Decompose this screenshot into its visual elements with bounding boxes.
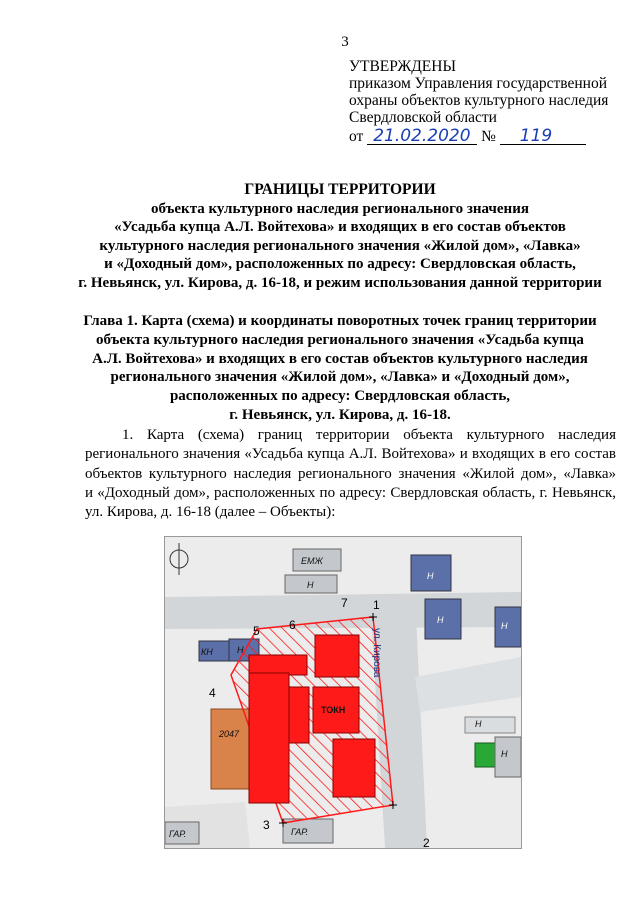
building	[495, 607, 521, 647]
point-label: 2	[423, 836, 430, 848]
page-number: 3	[341, 34, 349, 50]
title-line: культурного наследия регионального значения «Жилой дом», «Лавка»	[99, 237, 581, 254]
paragraph-line: и «Доходный дом», расположенных по адресу: Свердловская область, г. Невьянск,	[85, 484, 616, 501]
approval-date: 21.02.2020	[373, 126, 471, 146]
building	[465, 717, 515, 733]
document-title	[20, 181, 640, 292]
building-label: Н	[427, 571, 434, 581]
chapter-line: расположенных по адресу: Свердловская область,	[169, 388, 511, 405]
building-label: КН	[201, 647, 213, 657]
paragraph-1	[85, 426, 616, 522]
protected-object	[289, 687, 309, 743]
building-label: Н	[307, 580, 314, 590]
approval-block	[349, 58, 608, 145]
title-line: г. Невьянск, ул. Кирова, д. 16-18, и режим использования данной территории	[78, 274, 602, 291]
building-label: Н	[501, 749, 508, 759]
approval-title: УТВЕРЖДЕНЫ	[349, 58, 456, 75]
point-label: 5	[253, 624, 260, 638]
building-label: ТОКН	[321, 705, 346, 715]
chapter-line: объекта культурного наследия регионального значения «Усадьба купца	[96, 331, 584, 348]
approval-line: приказом Управления государственной	[349, 75, 608, 92]
point-label: 7	[341, 596, 348, 610]
building-label: Н	[501, 621, 508, 631]
chapter-line: регионального значения «Жилой дом», «Лавка» и «Доходный дом»,	[110, 369, 570, 386]
paragraph-line: ул. Кирова, д. 16-18 (далее – Объекты):	[85, 504, 336, 521]
building-label: Н	[475, 719, 482, 729]
number-field	[500, 126, 586, 145]
building-label: 2047	[219, 729, 240, 739]
territory-map	[164, 536, 522, 849]
approval-date-line	[349, 126, 608, 145]
point-label: 3	[263, 818, 270, 832]
protected-object	[249, 673, 289, 803]
building-label: ГАР.	[169, 829, 187, 839]
from-label: от	[349, 128, 364, 145]
paragraph-line: 1. Карта (схема) границ территории объекта культурного наследия	[122, 427, 616, 443]
point-label: 4	[209, 686, 216, 700]
title-line: «Усадьба купца А.Л. Войтехова» и входящих в его состав объектов	[114, 219, 566, 235]
chapter-heading	[20, 312, 640, 425]
map-svg	[165, 537, 521, 848]
building-label: Н	[237, 645, 244, 655]
chapter-line: Глава 1. Карта (схема) и координаты поворотных точек границ территории	[83, 313, 597, 329]
paragraph-line: объектов культурного наследия регионального значения «Жилой дом», «Лавка»	[85, 465, 616, 482]
approval-line: Свердловской области	[349, 109, 497, 126]
street-label: ул. Кирова	[371, 628, 382, 678]
building-label: Н	[437, 615, 444, 625]
approval-number: 119	[519, 126, 553, 146]
title-line: и «Доходный дом», расположенных по адресу: Свердловская область,	[104, 256, 576, 272]
approval-line: охраны объектов культурного наследия	[349, 92, 609, 109]
building	[495, 737, 521, 777]
point-label: 6	[289, 618, 296, 632]
date-field	[367, 126, 477, 145]
protected-object	[249, 655, 307, 675]
building-label: ГАР.	[291, 827, 309, 837]
title-heading: ГРАНИЦЫ ТЕРРИТОРИИ	[244, 181, 436, 198]
chapter-line: А.Л. Войтехова» и входящих в его состав объектов культурного наследия	[92, 350, 588, 367]
protected-object	[315, 635, 359, 677]
point-label: 1	[373, 598, 380, 612]
chapter-line: г. Невьянск, ул. Кирова, д. 16-18.	[229, 406, 451, 423]
paragraph-line: регионального значения «Усадьба купца А.Л. Войтехова» и входящих в его состав	[85, 446, 616, 463]
title-line: объекта культурного наследия регионального значения	[151, 200, 529, 217]
building-label: ЕМЖ	[301, 556, 323, 566]
number-label: №	[481, 128, 496, 145]
protected-object	[333, 739, 375, 797]
